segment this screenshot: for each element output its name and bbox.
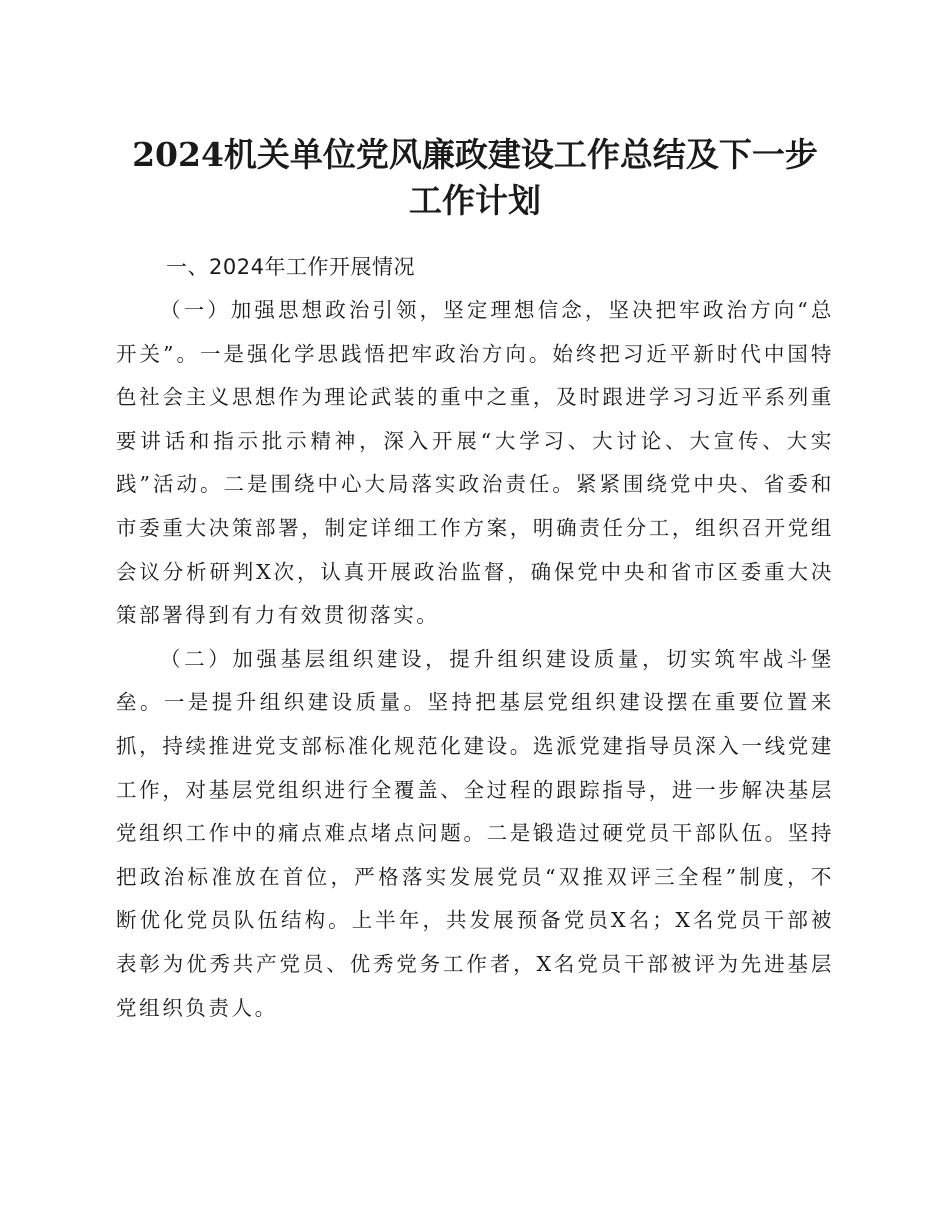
document-title	[116, 132, 834, 224]
document-title-line-1: 2024机关单位党风廉政建设工作总结及下一步	[132, 135, 818, 174]
document-title-line-2: 工作计划	[409, 181, 541, 220]
body-paragraph-1: （一）加强思想政治引领，坚定理想信念，坚决把牢政治方向“总开关”。一是强化学思践悟把牢政治方向。始终把习近平新时代中国特色社会主义思想作为理论武装的重中之重，及时跟进学习习近平系列重要讲话和指示批示精神，深入开展“大学习、大讨论、大宣传、大实践”活动。二是围绕中心大局落实政治责任。紧紧围绕党中央、省委和市委重大决策部署，制定详细工作方案，明确责任分工，组织召开党组会议分析研判X次，认真开展政治监督，确保党中央和省市区委重大决策部署得到有力有效贯彻落实。	[116, 298, 834, 628]
section-heading: 一、2024年工作开展情况	[166, 255, 415, 279]
body-paragraph-2: （二）加强基层组织建设，提升组织建设质量，切实筑牢战斗堡垒。一是提升组织建设质量。坚持把基层党组织建设摆在重要位置来抓，持续推进党支部标准化规范化建设。选派党建指导员深入一线党建工作，对基层党组织进行全覆盖、全过程的跟踪指导，进一步解决基层党组织工作中的痛点难点堵点问题。二是锻造过硬党员干部队伍。坚持把政治标准放在首位，严格落实发展党员“双推双评三全程”制度，不断优化党员队伍结构。上半年，共发展预备党员X名；X名党员干部被表彰为优秀共产党员、优秀党务工作者，X名党员干部被评为先进基层党组织负责人。	[116, 646, 834, 1020]
